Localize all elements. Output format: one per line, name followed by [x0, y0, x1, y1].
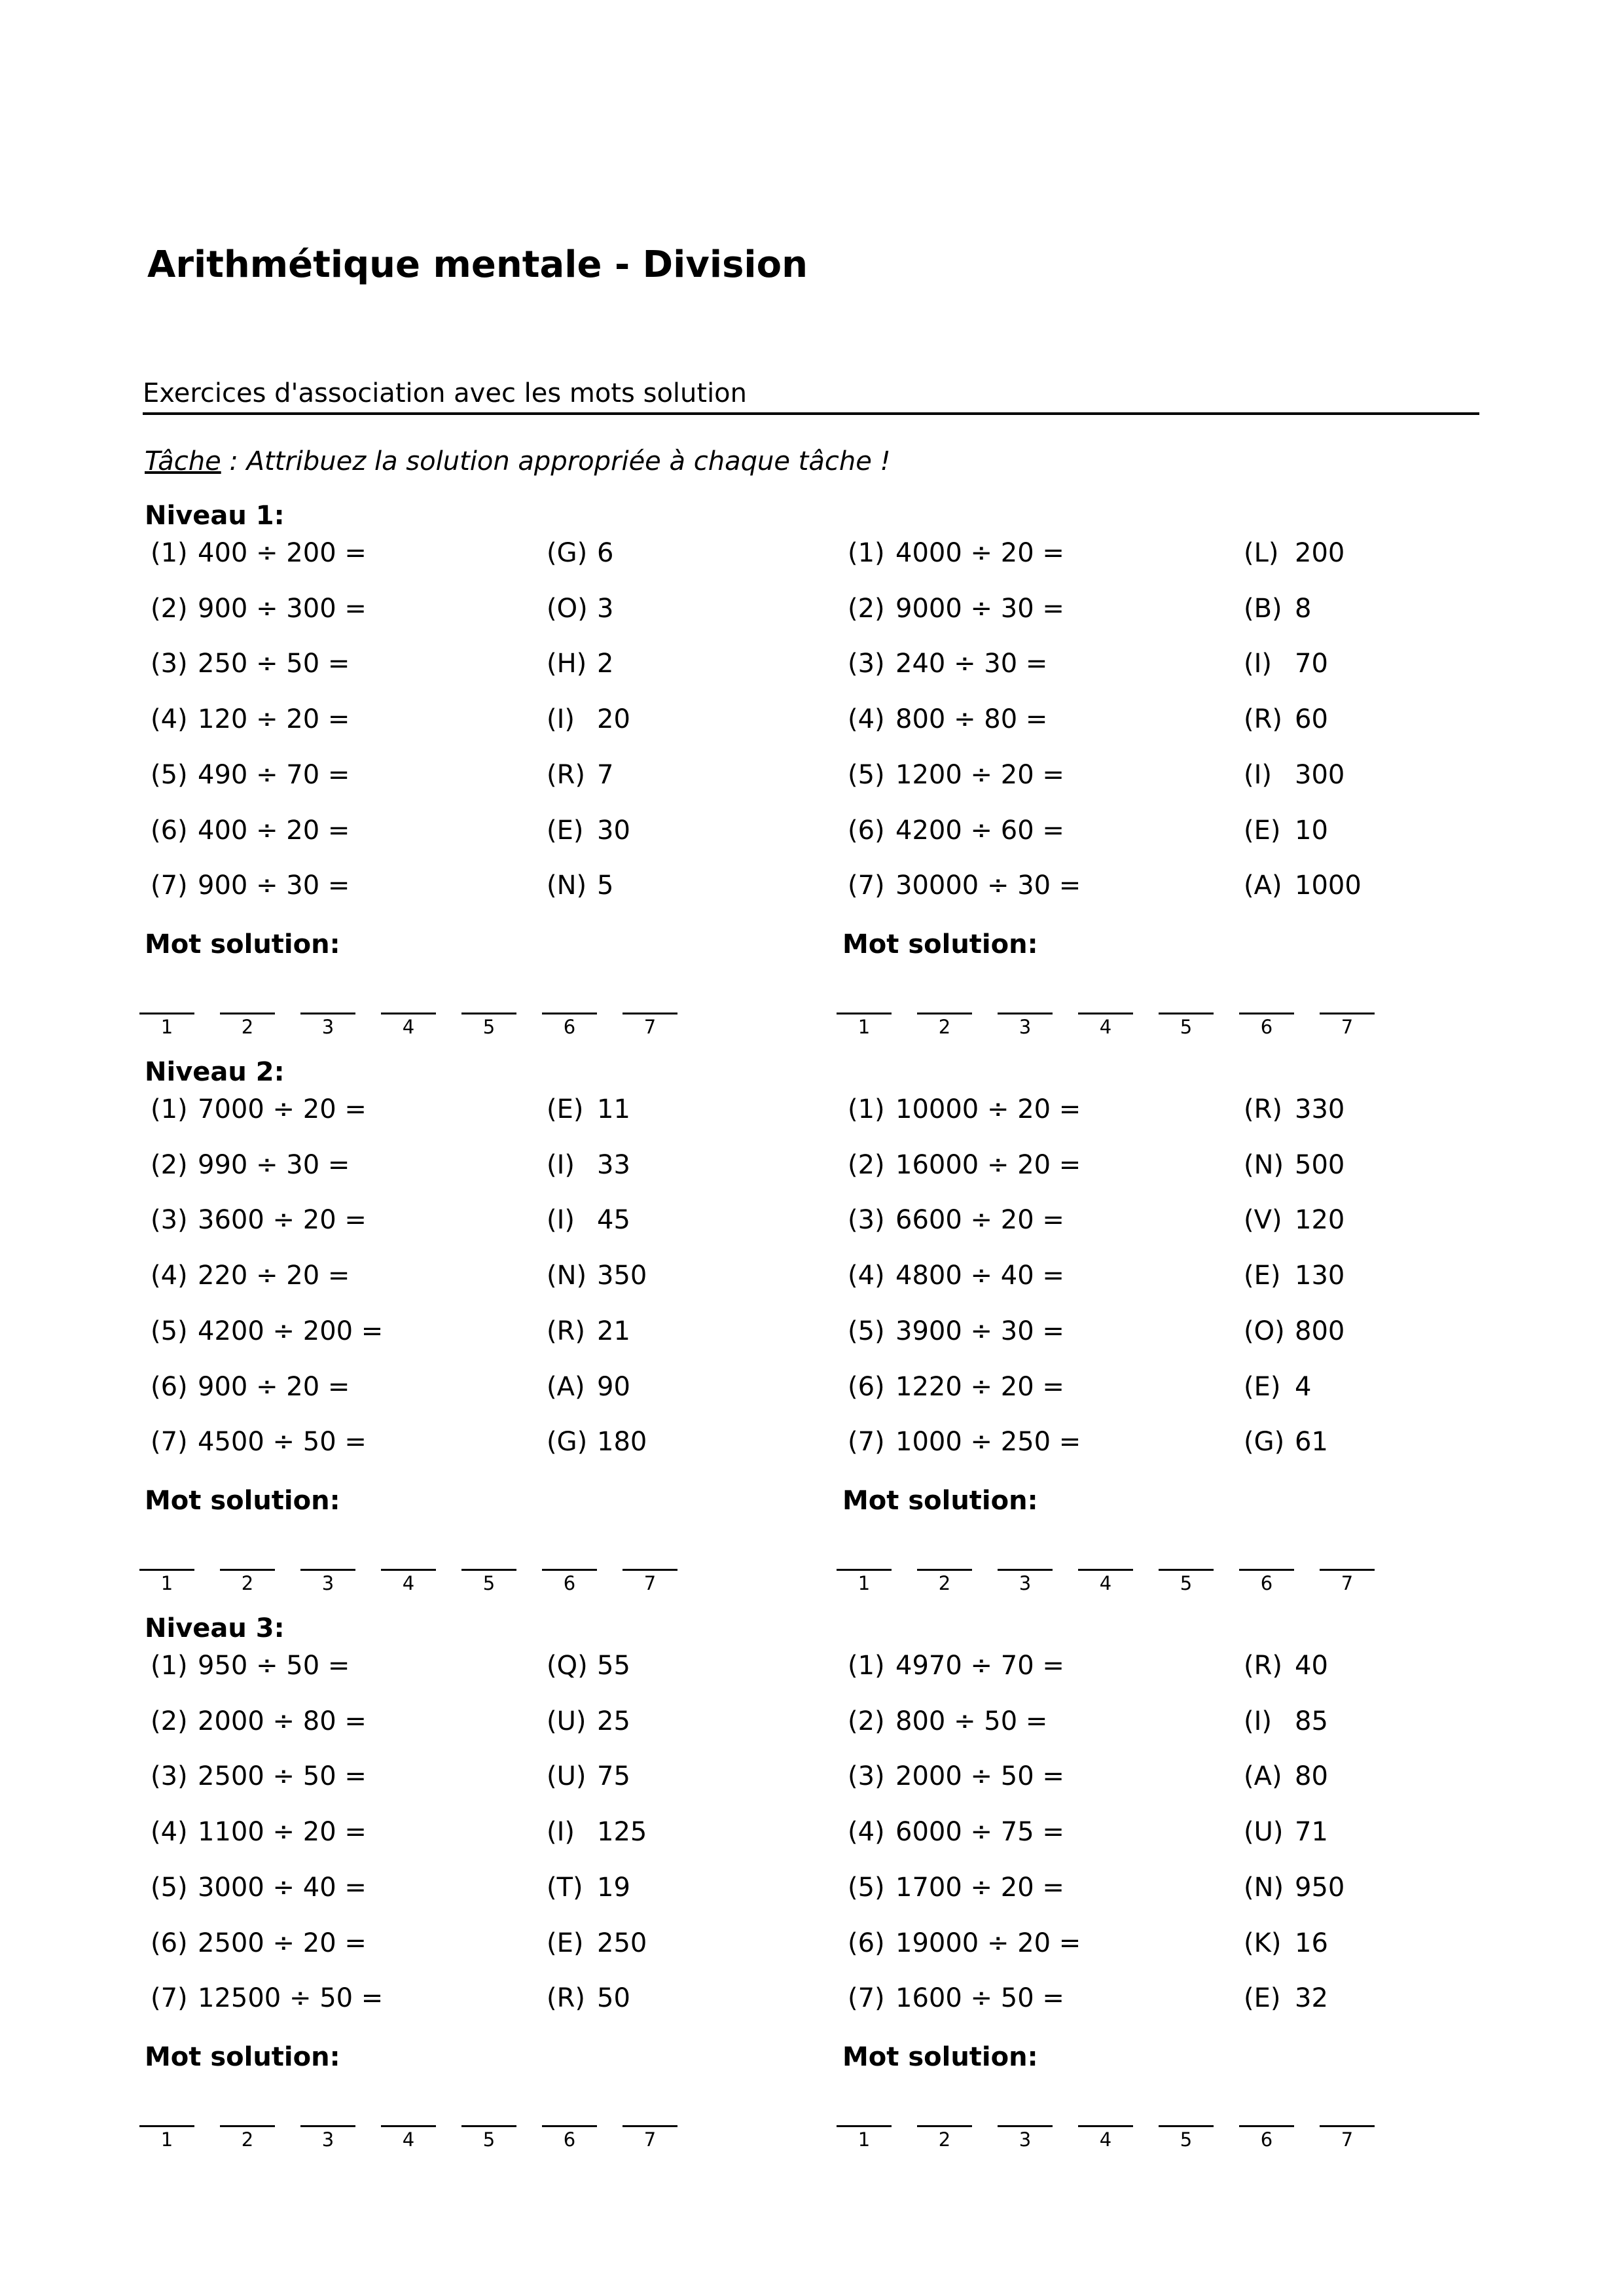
- answer-letter: (N): [547, 1261, 587, 1291]
- problem-expression: 990 ÷ 30 =: [198, 1149, 350, 1180]
- problem-number: (1): [151, 1094, 188, 1124]
- problem-number: (3): [151, 1205, 188, 1236]
- problem-expression: 10000 ÷ 20 =: [895, 1094, 1081, 1124]
- problem-expression: 4800 ÷ 40 =: [895, 1261, 1064, 1291]
- solution-word-label: Mot solution:: [145, 1486, 340, 1516]
- answer-letter: (B): [1244, 593, 1282, 624]
- answer-letter: (R): [1244, 1651, 1283, 1681]
- problem-number: (1): [848, 1651, 885, 1681]
- blank-number: 3: [321, 2128, 334, 2151]
- problem-expression: 4200 ÷ 200 =: [198, 1316, 384, 1346]
- answer-letter: (H): [547, 649, 587, 679]
- answer-value: 500: [1295, 1149, 1345, 1180]
- problem-expression: 490 ÷ 70 =: [198, 759, 350, 790]
- answer-blank[interactable]: [1239, 2125, 1294, 2127]
- answer-letter: (U): [547, 1706, 586, 1736]
- blank-number: 1: [857, 2128, 871, 2151]
- problem-number: (3): [151, 649, 188, 679]
- problem-expression: 250 ÷ 50 =: [198, 649, 350, 679]
- blank-number: 6: [1260, 1572, 1273, 1594]
- problem-expression: 3900 ÷ 30 =: [895, 1316, 1064, 1346]
- problem-expression: 19000 ÷ 20 =: [895, 1928, 1081, 1958]
- answer-blank[interactable]: [1239, 1013, 1294, 1014]
- problem-expression: 240 ÷ 30 =: [895, 649, 1048, 679]
- answer-blank[interactable]: [220, 1013, 275, 1014]
- answer-letter: (N): [547, 870, 587, 901]
- blank-number: 5: [482, 1016, 496, 1038]
- problem-number: (2): [151, 1149, 188, 1180]
- problem-number: (4): [848, 1261, 885, 1291]
- task-label: Tâche: [145, 446, 221, 476]
- answer-value: 75: [597, 1761, 630, 1792]
- problem-expression: 900 ÷ 20 =: [198, 1371, 350, 1402]
- blank-number: 7: [643, 1016, 657, 1038]
- answer-letter: (A): [1244, 1761, 1282, 1792]
- answer-letter: (R): [1244, 704, 1283, 735]
- answer-letter: (R): [547, 759, 586, 790]
- answer-value: 80: [1295, 1761, 1328, 1792]
- answer-letter: (I): [1244, 759, 1272, 790]
- answer-letter: (O): [547, 593, 588, 624]
- blank-number: 7: [1341, 1572, 1354, 1594]
- answer-blank[interactable]: [300, 1569, 355, 1571]
- answer-value: 200: [1295, 538, 1345, 568]
- problem-expression: 4000 ÷ 20 =: [895, 538, 1064, 568]
- level-title: Niveau 3:: [145, 1613, 285, 1643]
- problem-expression: 4200 ÷ 60 =: [895, 815, 1064, 846]
- problem-number: (7): [848, 1427, 885, 1458]
- problem-expression: 800 ÷ 50 =: [895, 1706, 1048, 1736]
- blank-number: 1: [160, 2128, 173, 2151]
- answer-blank[interactable]: [917, 1013, 972, 1014]
- answer-letter: (N): [1244, 1872, 1284, 1903]
- blank-number: 3: [321, 1572, 334, 1594]
- answer-value: 300: [1295, 759, 1345, 790]
- problem-expression: 2500 ÷ 20 =: [198, 1928, 367, 1958]
- blank-number: 4: [1099, 1016, 1112, 1038]
- problem-expression: 9000 ÷ 30 =: [895, 593, 1064, 624]
- answer-value: 16: [1295, 1928, 1328, 1958]
- answer-value: 25: [597, 1706, 630, 1736]
- answer-letter: (I): [547, 1149, 575, 1180]
- problem-number: (6): [151, 1928, 188, 1958]
- answer-blank[interactable]: [1078, 1569, 1133, 1571]
- answer-letter: (E): [1244, 1371, 1281, 1402]
- problem-expression: 400 ÷ 200 =: [198, 538, 367, 568]
- answer-value: 2: [597, 649, 614, 679]
- problem-number: (5): [151, 1316, 188, 1346]
- solution-word-label: Mot solution:: [145, 2042, 340, 2072]
- blank-number: 2: [938, 1016, 951, 1038]
- answer-value: 32: [1295, 1983, 1328, 2014]
- problem-number: (7): [151, 1983, 188, 2014]
- blank-number: 7: [1341, 2128, 1354, 2151]
- answer-letter: (I): [547, 704, 575, 735]
- answer-letter: (N): [1244, 1149, 1284, 1180]
- answer-letter: (E): [1244, 815, 1281, 846]
- problem-expression: 1220 ÷ 20 =: [895, 1371, 1064, 1402]
- answer-blank[interactable]: [998, 2125, 1053, 2127]
- task-instruction: [145, 446, 891, 476]
- problem-expression: 800 ÷ 80 =: [895, 704, 1048, 735]
- answer-blank[interactable]: [1320, 1569, 1375, 1571]
- answer-letter: (E): [1244, 1261, 1281, 1291]
- problem-number: (5): [151, 1872, 188, 1903]
- answer-value: 330: [1295, 1094, 1345, 1124]
- problem-expression: 400 ÷ 20 =: [198, 815, 350, 846]
- problem-expression: 16000 ÷ 20 =: [895, 1149, 1081, 1180]
- blank-number: 4: [1099, 1572, 1112, 1594]
- answer-value: 55: [597, 1651, 630, 1681]
- problem-number: (6): [848, 815, 885, 846]
- problem-number: (6): [848, 1928, 885, 1958]
- answer-letter: (R): [547, 1316, 586, 1346]
- problem-expression: 4500 ÷ 50 =: [198, 1427, 367, 1458]
- answer-value: 85: [1295, 1706, 1328, 1736]
- problem-number: (7): [848, 870, 885, 901]
- answer-value: 250: [597, 1928, 647, 1958]
- blank-number: 4: [402, 1572, 415, 1594]
- answer-value: 125: [597, 1817, 647, 1848]
- answer-blank[interactable]: [300, 1013, 355, 1014]
- answer-value: 50: [597, 1983, 630, 2014]
- answer-blank[interactable]: [998, 1013, 1053, 1014]
- answer-blank[interactable]: [542, 1013, 597, 1014]
- task-text: : Attribuez la solution appropriée à chaque tâche !: [221, 446, 891, 476]
- problem-number: (1): [151, 538, 188, 568]
- answer-value: 6: [597, 538, 614, 568]
- answer-blank[interactable]: [917, 2125, 972, 2127]
- problem-number: (2): [848, 593, 885, 624]
- answer-letter: (R): [547, 1983, 586, 2014]
- answer-letter: (O): [1244, 1316, 1285, 1346]
- answer-blank[interactable]: [998, 1569, 1053, 1571]
- answer-blank[interactable]: [1159, 1013, 1214, 1014]
- blank-number: 2: [241, 2128, 254, 2151]
- answer-blank[interactable]: [461, 1013, 516, 1014]
- answer-value: 45: [597, 1205, 630, 1236]
- problem-expression: 6000 ÷ 75 =: [895, 1817, 1064, 1848]
- answer-letter: (E): [547, 815, 584, 846]
- answer-letter: (E): [547, 1094, 584, 1124]
- blank-number: 7: [643, 1572, 657, 1594]
- blank-number: 6: [563, 1572, 576, 1594]
- answer-letter: (I): [547, 1205, 575, 1236]
- problem-expression: 3000 ÷ 40 =: [198, 1872, 367, 1903]
- blank-number: 1: [160, 1016, 173, 1038]
- problem-number: (5): [151, 759, 188, 790]
- problem-number: (3): [848, 649, 885, 679]
- answer-value: 800: [1295, 1316, 1345, 1346]
- problem-number: (5): [848, 759, 885, 790]
- answer-blank[interactable]: [623, 1013, 677, 1014]
- answer-blank[interactable]: [1078, 1013, 1133, 1014]
- blank-number: 6: [563, 1016, 576, 1038]
- problem-number: (1): [848, 1094, 885, 1124]
- blank-number: 5: [1180, 2128, 1193, 2151]
- level-title: Niveau 2:: [145, 1057, 285, 1087]
- problem-number: (3): [848, 1205, 885, 1236]
- problem-number: (3): [848, 1761, 885, 1792]
- answer-letter: (U): [1244, 1817, 1284, 1848]
- problem-expression: 1200 ÷ 20 =: [895, 759, 1064, 790]
- answer-letter: (G): [547, 538, 588, 568]
- answer-blank[interactable]: [139, 2125, 194, 2127]
- problem-number: (4): [848, 1817, 885, 1848]
- answer-value: 30: [597, 815, 630, 846]
- answer-blank[interactable]: [623, 1569, 677, 1571]
- blank-number: 4: [402, 2128, 415, 2151]
- blank-number: 3: [1019, 1572, 1032, 1594]
- answer-value: 4: [1295, 1371, 1312, 1402]
- problem-expression: 1100 ÷ 20 =: [198, 1817, 367, 1848]
- problem-expression: 30000 ÷ 30 =: [895, 870, 1081, 901]
- blank-number: 7: [643, 2128, 657, 2151]
- answer-letter: (G): [547, 1427, 588, 1458]
- problem-number: (2): [848, 1149, 885, 1180]
- problem-expression: 2500 ÷ 50 =: [198, 1761, 367, 1792]
- problem-expression: 220 ÷ 20 =: [198, 1261, 350, 1291]
- answer-value: 350: [597, 1261, 647, 1291]
- problem-number: (6): [151, 815, 188, 846]
- answer-letter: (V): [1244, 1205, 1282, 1236]
- answer-value: 5: [597, 870, 614, 901]
- problem-expression: 3600 ÷ 20 =: [198, 1205, 367, 1236]
- blank-number: 6: [563, 2128, 576, 2151]
- problem-number: (4): [151, 1817, 188, 1848]
- problem-number: (2): [151, 593, 188, 624]
- solution-word-label: Mot solution:: [842, 929, 1038, 960]
- blank-number: 1: [857, 1572, 871, 1594]
- blank-number: 3: [1019, 2128, 1032, 2151]
- answer-value: 120: [1295, 1205, 1345, 1236]
- problem-expression: 12500 ÷ 50 =: [198, 1983, 384, 2014]
- answer-value: 61: [1295, 1427, 1328, 1458]
- problem-number: (5): [848, 1316, 885, 1346]
- answer-value: 3: [597, 593, 614, 624]
- answer-blank[interactable]: [623, 2125, 677, 2127]
- problem-number: (4): [151, 704, 188, 735]
- problem-expression: 900 ÷ 30 =: [198, 870, 350, 901]
- answer-blank[interactable]: [461, 1569, 516, 1571]
- problem-number: (6): [151, 1371, 188, 1402]
- answer-value: 33: [597, 1149, 630, 1180]
- answer-letter: (R): [1244, 1094, 1283, 1124]
- blank-number: 1: [160, 1572, 173, 1594]
- answer-value: 21: [597, 1316, 630, 1346]
- answer-blank[interactable]: [1239, 1569, 1294, 1571]
- answer-value: 7: [597, 759, 614, 790]
- answer-value: 20: [597, 704, 630, 735]
- problem-expression: 1700 ÷ 20 =: [895, 1872, 1064, 1903]
- problem-number: (4): [151, 1261, 188, 1291]
- answer-blank[interactable]: [139, 1013, 194, 1014]
- problem-number: (1): [151, 1651, 188, 1681]
- problem-expression: 1600 ÷ 50 =: [895, 1983, 1064, 2014]
- solution-word-label: Mot solution:: [842, 2042, 1038, 2072]
- blank-number: 3: [321, 1016, 334, 1038]
- problem-number: (2): [848, 1706, 885, 1736]
- answer-value: 8: [1295, 593, 1312, 624]
- section-subtitle: Exercices d'association avec les mots solution: [143, 378, 1479, 415]
- blank-number: 2: [938, 1572, 951, 1594]
- answer-letter: (I): [1244, 649, 1272, 679]
- blank-number: 6: [1260, 2128, 1273, 2151]
- answer-value: 19: [597, 1872, 630, 1903]
- blank-number: 5: [1180, 1572, 1193, 1594]
- problem-expression: 900 ÷ 300 =: [198, 593, 367, 624]
- answer-letter: (Q): [547, 1651, 588, 1681]
- answer-letter: (A): [547, 1371, 585, 1402]
- answer-blank[interactable]: [837, 2125, 892, 2127]
- problem-expression: 2000 ÷ 50 =: [895, 1761, 1064, 1792]
- problem-number: (7): [151, 870, 188, 901]
- answer-blank[interactable]: [139, 1569, 194, 1571]
- answer-value: 60: [1295, 704, 1328, 735]
- blank-number: 1: [857, 1016, 871, 1038]
- answer-blank[interactable]: [461, 2125, 516, 2127]
- problem-number: (6): [848, 1371, 885, 1402]
- problem-number: (3): [151, 1761, 188, 1792]
- problem-expression: 2000 ÷ 80 =: [198, 1706, 367, 1736]
- answer-blank[interactable]: [1320, 1013, 1375, 1014]
- answer-blank[interactable]: [1078, 2125, 1133, 2127]
- answer-letter: (U): [547, 1761, 586, 1792]
- answer-value: 70: [1295, 649, 1328, 679]
- answer-blank[interactable]: [381, 2125, 436, 2127]
- problem-number: (1): [848, 538, 885, 568]
- answer-value: 11: [597, 1094, 630, 1124]
- answer-blank[interactable]: [381, 1013, 436, 1014]
- blank-number: 2: [241, 1572, 254, 1594]
- answer-value: 950: [1295, 1872, 1345, 1903]
- problem-expression: 6600 ÷ 20 =: [895, 1205, 1064, 1236]
- problem-number: (7): [151, 1427, 188, 1458]
- answer-letter: (I): [547, 1817, 575, 1848]
- answer-blank[interactable]: [1320, 2125, 1375, 2127]
- solution-word-label: Mot solution:: [842, 1486, 1038, 1516]
- blank-number: 3: [1019, 1016, 1032, 1038]
- answer-letter: (E): [547, 1928, 584, 1958]
- level-title: Niveau 1:: [145, 501, 285, 531]
- answer-letter: (I): [1244, 1706, 1272, 1736]
- answer-blank[interactable]: [220, 1569, 275, 1571]
- problem-number: (4): [848, 704, 885, 735]
- blank-number: 5: [482, 2128, 496, 2151]
- answer-blank[interactable]: [300, 2125, 355, 2127]
- blank-number: 5: [1180, 1016, 1193, 1038]
- answer-letter: (T): [547, 1872, 583, 1903]
- answer-letter: (E): [1244, 1983, 1281, 2014]
- problem-expression: 950 ÷ 50 =: [198, 1651, 350, 1681]
- answer-value: 1000: [1295, 870, 1362, 901]
- problem-expression: 1000 ÷ 250 =: [895, 1427, 1081, 1458]
- answer-blank[interactable]: [837, 1013, 892, 1014]
- answer-letter: (A): [1244, 870, 1282, 901]
- answer-blank[interactable]: [1159, 2125, 1214, 2127]
- answer-blank[interactable]: [1159, 1569, 1214, 1571]
- page-title: Arithmétique mentale - Division: [147, 243, 808, 286]
- problem-expression: 120 ÷ 20 =: [198, 704, 350, 735]
- answer-value: 130: [1295, 1261, 1345, 1291]
- answer-letter: (G): [1244, 1427, 1285, 1458]
- blank-number: 6: [1260, 1016, 1273, 1038]
- blank-number: 7: [1341, 1016, 1354, 1038]
- solution-word-label: Mot solution:: [145, 929, 340, 960]
- answer-blank[interactable]: [917, 1569, 972, 1571]
- answer-blank[interactable]: [542, 1569, 597, 1571]
- answer-value: 40: [1295, 1651, 1328, 1681]
- answer-value: 71: [1295, 1817, 1328, 1848]
- answer-value: 10: [1295, 815, 1328, 846]
- answer-value: 180: [597, 1427, 647, 1458]
- blank-number: 5: [482, 1572, 496, 1594]
- answer-blank[interactable]: [381, 1569, 436, 1571]
- problem-number: (5): [848, 1872, 885, 1903]
- problem-expression: 7000 ÷ 20 =: [198, 1094, 367, 1124]
- problem-number: (7): [848, 1983, 885, 2014]
- answer-letter: (L): [1244, 538, 1279, 568]
- blank-number: 2: [241, 1016, 254, 1038]
- problem-expression: 4970 ÷ 70 =: [895, 1651, 1064, 1681]
- blank-number: 4: [1099, 2128, 1112, 2151]
- answer-value: 90: [597, 1371, 630, 1402]
- blank-number: 4: [402, 1016, 415, 1038]
- answer-letter: (K): [1244, 1928, 1282, 1958]
- problem-number: (2): [151, 1706, 188, 1736]
- answer-blank[interactable]: [220, 2125, 275, 2127]
- answer-blank[interactable]: [837, 1569, 892, 1571]
- answer-blank[interactable]: [542, 2125, 597, 2127]
- blank-number: 2: [938, 2128, 951, 2151]
